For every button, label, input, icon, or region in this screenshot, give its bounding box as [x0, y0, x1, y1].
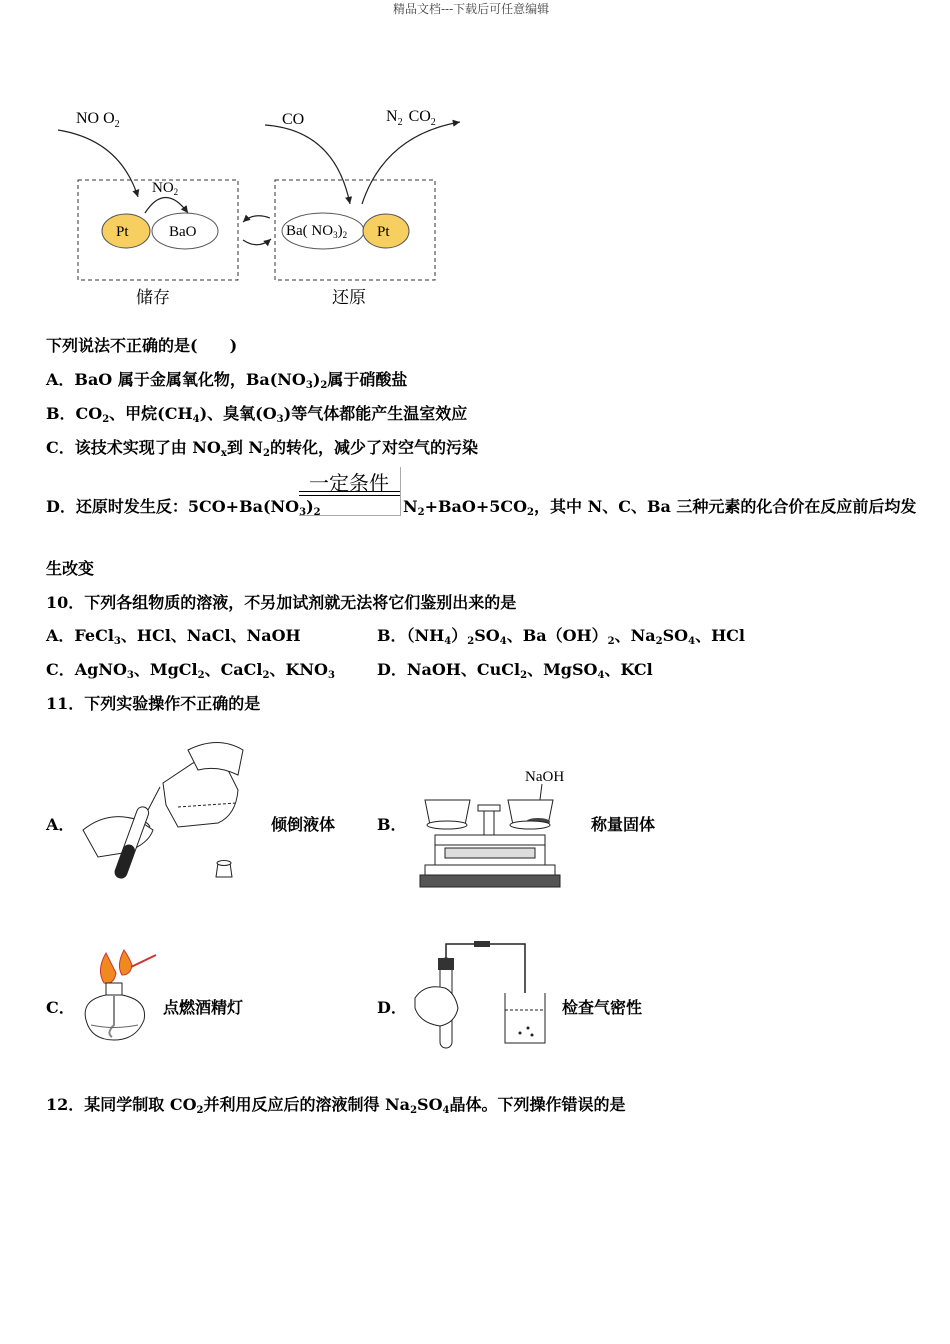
products-label: $N_2$ $CO_2$ — [386, 108, 436, 128]
q11-option-a-caption: 倾倒液体 — [271, 815, 336, 834]
q9-option-c: C．该技术实现了由 $NO_x$到 $N_2$的转化，减少了对空气的污染 — [46, 438, 479, 459]
q11-stem: 11．下列实验操作不正确的是 — [46, 694, 261, 713]
q12-stem: 12．某同学制取 $CO_2$并利用反应后的溶液制得 $Na_2SO_4$晶体。下列操作错误的是 — [46, 1095, 626, 1116]
q10-option-c: C．AgNO$_3$、MgCl$_2$、CaCl$_2$、$KNO_3$ — [46, 660, 335, 681]
storage-caption: 储存 — [136, 288, 170, 307]
q9-stem: 下列说法不正确的是( ) — [46, 336, 238, 355]
svg-text:Pt: Pt — [377, 224, 390, 240]
q11-option-c-letter: C． — [46, 998, 75, 1017]
q9-option-d-continuation: 生改变 — [46, 559, 95, 578]
page-header: 精品文档---下载后可任意编辑 — [393, 2, 550, 16]
q9-option-b: B．$CO_2$、甲烷$(CH_4)$、臭氧$(O_3)$等气体都能产生温室效应 — [46, 404, 468, 425]
q10-option-d: D．NaOH、CuCl$_2$、MgSO$_4$、KCl — [377, 660, 653, 681]
q10-option-b: B．$(NH_4)_2SO_4$、$Ba(OH)_2$、$Na_2SO_4$、HCl — [377, 626, 745, 647]
svg-text:Pt: Pt — [116, 224, 129, 240]
no2-label: $NO_2$ — [152, 180, 179, 197]
q11-option-c-caption: 点燃酒精灯 — [163, 998, 244, 1017]
alcohol-lamp-illustration — [76, 945, 161, 1045]
naoh-label: NaOH — [525, 769, 565, 785]
q11-option-d-caption: 检查气密性 — [562, 998, 643, 1017]
q11-option-a-letter: A． — [46, 815, 75, 834]
svg-text:BaO: BaO — [169, 224, 197, 240]
q11-option-b-caption: 称量固体 — [591, 815, 656, 834]
store-inputs-label: NO $O_2$ — [76, 110, 120, 130]
q11-option-b-letter: B． — [377, 815, 407, 834]
q9-option-a: A．BaO 属于金属氧化物，$Ba(NO_3)_2$属于硝酸盐 — [46, 370, 408, 391]
co-input-label: CO — [282, 111, 305, 128]
nox-storage-reduction-diagram — [40, 100, 480, 315]
q10-option-a: A．FeCl$_3$、HCl、NaCl、NaOH — [46, 626, 301, 647]
svg-text:Ba( NO3)2: Ba( $NO_3)_2$ — [286, 223, 348, 240]
q11-option-d-letter: D． — [377, 998, 407, 1017]
airtightness-check-illustration — [410, 938, 552, 1053]
q10-stem: 10．下列各组物质的溶液，不另加试剂就无法将它们鉴别出来的是 — [46, 593, 517, 612]
reduction-caption: 还原 — [332, 288, 366, 307]
q9-option-d-left: D．还原时发生反：$5CO+Ba(NO_3)_2$ — [46, 497, 321, 518]
balance-illustration — [420, 760, 565, 895]
pouring-liquid-illustration — [78, 735, 253, 885]
reaction-condition-text: 一定条件 — [309, 471, 389, 495]
q9-option-d-right: $N_2+BaO+5CO_2$，其中 N、C、Ba 三种元素的化合价在反应前后均发 — [403, 497, 917, 518]
